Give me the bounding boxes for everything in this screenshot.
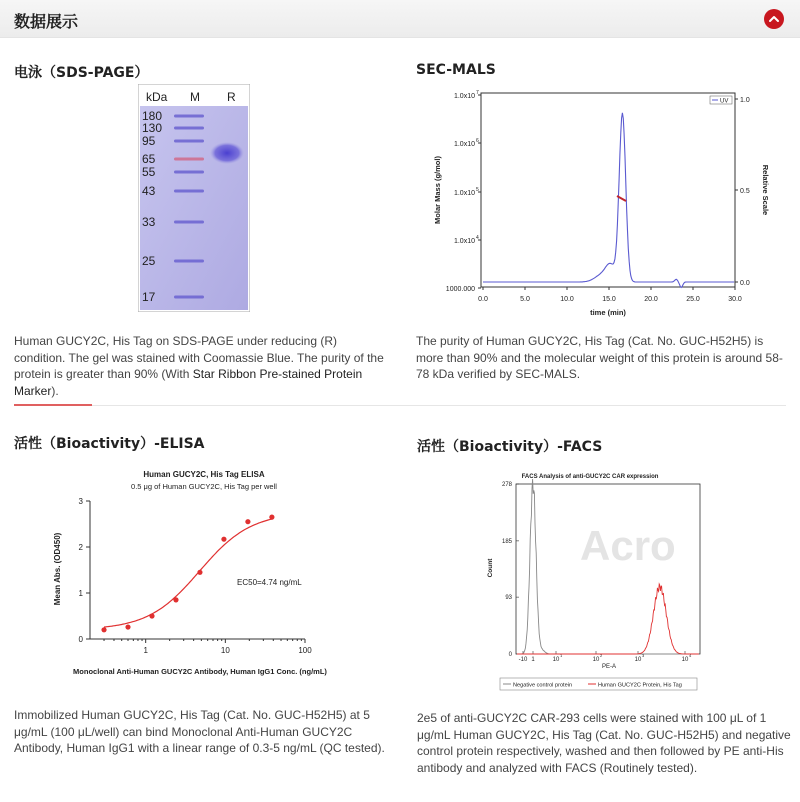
header-title: 数据展示 [14,12,79,31]
facs-histogram-gucy2c [517,584,699,654]
elisa-y-tick: 3 [78,497,83,506]
chevron-up-icon [768,13,780,25]
facs-x-tick-exp: 1 [560,653,563,658]
secmals-y-left-tick-exp: 4 [476,235,479,241]
secmals-x-tick: 20.0 [644,296,658,303]
facs-x-tick: 10 [681,657,689,663]
gel-marker-label: 33 [142,215,156,229]
gel-marker-band [174,140,204,143]
facs-x-tick: 1 [531,657,535,663]
facs-x-tick: 10 [592,657,600,663]
secmals-y-left-label: Molar Mass (g/mol) [433,156,442,224]
gel-lane-r: R [227,90,236,104]
elisa-y-label: Mean Abs. (OD450) [53,532,62,606]
facs-x-tick: -10 [518,657,528,663]
collapse-button[interactable] [764,9,784,29]
secmals-y-right-tick: 0.0 [740,280,750,287]
gel-marker-label: 180 [142,109,163,123]
gel-marker-band [174,171,204,174]
elisa-data-point [173,597,178,602]
secmals-x-tick: 25.0 [686,296,700,303]
facs-watermark: Acro [580,522,676,569]
secmals-y-left-tick: 1.0x10 [453,141,475,148]
facs-title: 活性（Bioactivity）-FACS [417,439,603,455]
gel-marker-band [174,296,204,299]
secmals-y-left-tick: 1.0x10 [453,93,475,100]
elisa-data-point [101,627,106,632]
facs-y-label: Count [487,558,494,578]
facs-x-label: PE-A [601,664,617,670]
gel-marker-label: 95 [142,134,156,148]
secmals-x-tick: 15.0 [602,296,616,303]
elisa-chart-title: Human GUCY2C, His Tag ELISA [143,470,265,479]
section-header [0,0,800,38]
gel-marker-band [174,115,204,118]
gel-marker-label: 17 [142,290,156,304]
secmals-title: SEC-MALS [416,62,496,78]
secmals-uv-curve [483,113,734,288]
elisa-title: 活性（Bioactivity）-ELISA [14,436,205,452]
facs-legend-item-gucy2c: Human GUCY2C Protein, His Tag [598,682,682,689]
facs-caption: 2e5 of anti-GUCY2C CAR-293 cells were stained with 100 μL of 1 μg/mL Human GUCY2C, His Tag (Cat. No. GUC-H52H5) and negative control protein respectively, washed and then followed by PE anti-His antibody and analyzed with FACS (Routinely tested). [417,711,791,775]
secmals-y-left-tick: 1.0x10 [453,238,475,245]
facs-y-tick: 185 [501,538,512,545]
gel-marker-band [174,158,204,161]
facs-y-tick: 0 [508,652,512,658]
secmals-y-left-tick-exp: 6 [476,138,479,144]
secmals-y-right-tick: 1.0 [740,97,750,104]
secmals-x-tick: 10.0 [560,296,574,303]
elisa-x-tick: 1 [143,646,148,655]
elisa-data-point [149,613,154,618]
elisa-y-tick: 2 [78,543,83,552]
secmals-y-left-tick: 1000.000 [445,286,475,293]
sds-caption-end: ). [51,383,59,398]
elisa-chart [50,465,360,685]
gel-marker-band [174,190,204,193]
gel-kda-label: kDa [146,90,168,104]
secmals-x-label: time (min) [590,308,626,317]
gel-marker-label: 43 [142,184,156,198]
elisa-data-point [197,570,202,575]
facs-y-tick: 93 [505,595,512,602]
secmals-y-left-tick: 1.0x10 [453,190,475,197]
marker-link[interactable]: Star Ribbon Pre-stained Protein Marker [14,367,363,398]
facs-y-tick: 278 [501,482,512,488]
secmals-x-tick: 0.0 [478,296,488,303]
facs-x-tick: 10 [552,657,560,663]
elisa-x-label: Monoclonal Anti-Human GUCY2C Antibody, Human IgG1 Conc. (ng/mL) [73,667,327,676]
secmals-y-right-tick: 0.5 [740,188,750,195]
secmals-x-tick: 30.0 [728,296,742,303]
secmals-legend-label: UV [720,98,729,105]
section-divider-accent [14,404,92,406]
facs-x-tick-exp: 3 [642,653,645,658]
elisa-x-tick: 10 [220,646,230,655]
secmals-x-tick: 5.0 [520,296,530,303]
sds-caption [14,333,384,399]
facs-x-tick: 10 [634,657,642,663]
elisa-x-tick: 100 [298,646,312,655]
secmals-chart [425,85,780,325]
gel-marker-label: 25 [142,254,156,268]
elisa-data-point [245,519,250,524]
elisa-ec50-annotation: EC50=4.74 ng/mL [237,578,302,587]
sds-caption-text: Human GUCY2C, His Tag on SDS-PAGE under reducing (R) condition. The gel was stained with Coomassie Blue. The purity of the protein is greater than 90% (With [14,334,384,381]
gel-marker-band [174,127,204,130]
elisa-chart-subtitle: 0.5 μg of Human GUCY2C, His Tag per well [131,482,277,491]
secmals-y-left-tick-exp: 5 [476,187,479,193]
gel-lane-m: M [190,90,200,104]
sds-page-gel [138,84,250,312]
elisa-data-point [125,624,130,629]
facs-chart-title: FACS Analysis of anti-GUCY2C CAR expression [521,474,659,480]
secmals-y-right-label: Relative Scale [761,164,770,216]
elisa-y-tick: 0 [78,635,83,644]
gel-marker-label: 130 [142,121,163,135]
gel-marker-label: 55 [142,165,156,179]
elisa-caption: Immobilized Human GUCY2C, His Tag (Cat. No. GUC-H52H5) at 5 μg/mL (100 μL/well) can bind Monoclonal Anti-Human GUCY2C Antibody, Human IgG1 with a linear range of 0.3-5 ng/mL (QC tested). [14,708,385,755]
secmals-y-left-tick-exp: 7 [476,90,479,96]
facs-x-tick-exp: 2 [600,653,603,658]
facs-chart [480,468,710,694]
gel-sample-band [210,142,244,164]
sds-title: 电泳（SDS-PAGE） [14,65,149,81]
section-divider [14,405,786,406]
elisa-data-point [269,515,274,520]
elisa-fit-curve [104,519,273,627]
gel-marker-band [174,260,204,263]
secmals-caption: The purity of Human GUCY2C, His Tag (Cat. No. GUC-H52H5) is more than 90% and the molecular weight of this protein is around 58-78 kDa verified by SEC-MALS. [416,334,783,381]
gel-marker-band [174,221,204,224]
elisa-data-point [221,537,226,542]
facs-x-tick-exp: 4 [689,653,692,658]
facs-legend-item-negative: Negative control protein [513,682,573,689]
elisa-y-tick: 1 [78,589,83,598]
gel-marker-label: 65 [142,152,156,166]
